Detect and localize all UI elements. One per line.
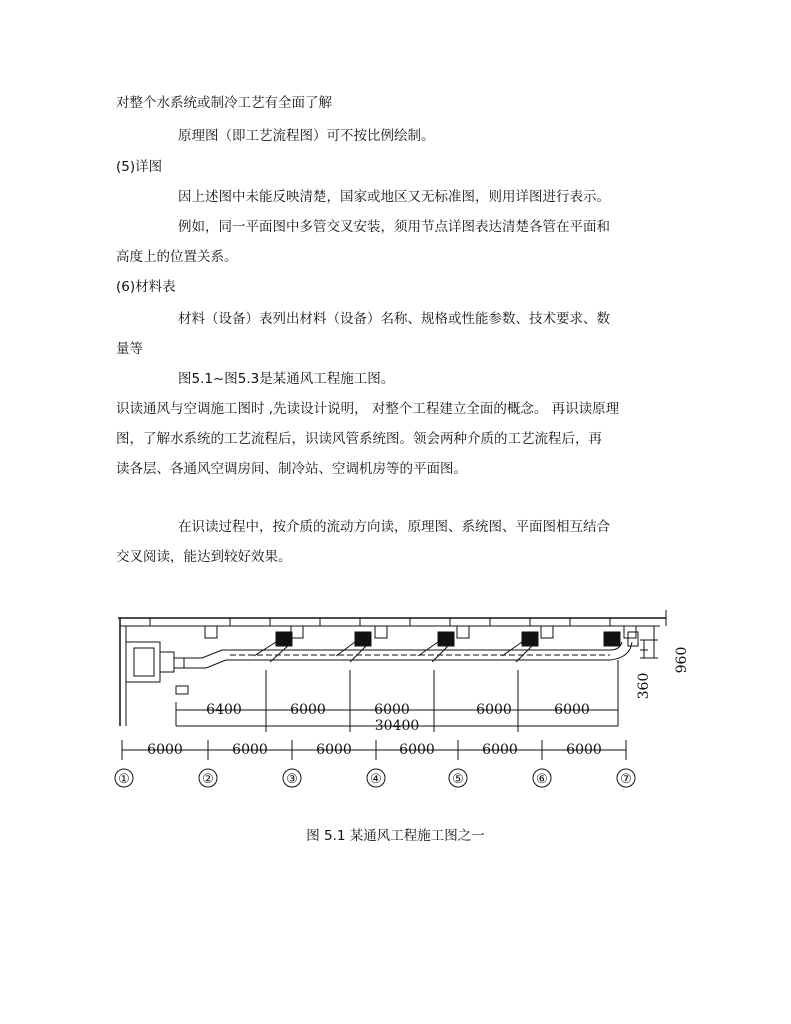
paragraph-line: 因上述图中未能反映清楚，国家或地区又无标准图，则用详图进行表示。 — [178, 189, 610, 205]
dim-label: 6000 — [399, 742, 435, 758]
dim-label: 6000 — [232, 742, 268, 758]
section-heading: (6)材料表 — [116, 279, 176, 295]
dim-label: 6000 — [566, 742, 602, 758]
ventilation-drawing — [110, 600, 710, 800]
paragraph-line: 例如，同一平面图中多管交叉安装，须用节点详图表达清楚各管在平面和 — [178, 219, 610, 235]
side-dim-label: 360 — [636, 672, 652, 700]
dim-label: 6000 — [482, 742, 518, 758]
paragraph-line: 识读通风与空调施工图时 ,先读设计说明， 对整个工程建立全面的概念。 再识读原理 — [116, 401, 620, 417]
section-heading: (5)详图 — [116, 159, 163, 175]
dim-label: 6000 — [476, 702, 512, 718]
paragraph-line: 读各层、各通风空调房间、制冷站、空调机房等的平面图。 — [116, 461, 467, 477]
side-dim-label: 960 — [674, 646, 690, 674]
paragraph-line: 在识读过程中，按介质的流动方向读，原理图、系统图、平面图相互结合 — [178, 519, 610, 535]
dim-label: 6000 — [290, 702, 326, 718]
paragraph-line: 图，了解水系统的工艺流程后，识读风管系统图。领会两种介质的工艺流程后，再 — [116, 431, 602, 447]
axis-label: ① — [118, 772, 130, 787]
dim-label: 6400 — [206, 702, 242, 718]
paragraph-line: 图5.1~图5.3是某通风工程施工图。 — [178, 371, 395, 387]
paragraph-line: 原理图（即工艺流程图）可不按比例绘制。 — [178, 128, 435, 144]
dim-label: 6000 — [554, 702, 590, 718]
paragraph-line: 材料（设备）表列出材料（设备）名称、规格或性能参数、技术要求、数 — [178, 311, 610, 327]
axis-label: ② — [202, 772, 214, 787]
paragraph-line: 对整个水系统或制冷工艺有全面了解 — [116, 95, 332, 111]
axis-label: ③ — [286, 772, 298, 787]
dim-label: 6000 — [374, 702, 410, 718]
dim-label: 6000 — [147, 742, 183, 758]
paragraph-line: 量等 — [116, 341, 143, 357]
paragraph-line: 高度上的位置关系。 — [116, 249, 238, 265]
axis-label: ⑤ — [452, 772, 464, 787]
figure-caption: 图 5.1 某通风工程施工图之一 — [306, 828, 485, 844]
total-dim-label: 30400 — [374, 718, 420, 734]
axis-label: ⑥ — [536, 772, 548, 787]
axis-label: ⑦ — [620, 772, 632, 787]
dim-label: 6000 — [316, 742, 352, 758]
axis-label: ④ — [370, 772, 382, 787]
paragraph-line: 交叉阅读，能达到较好效果。 — [116, 549, 292, 565]
